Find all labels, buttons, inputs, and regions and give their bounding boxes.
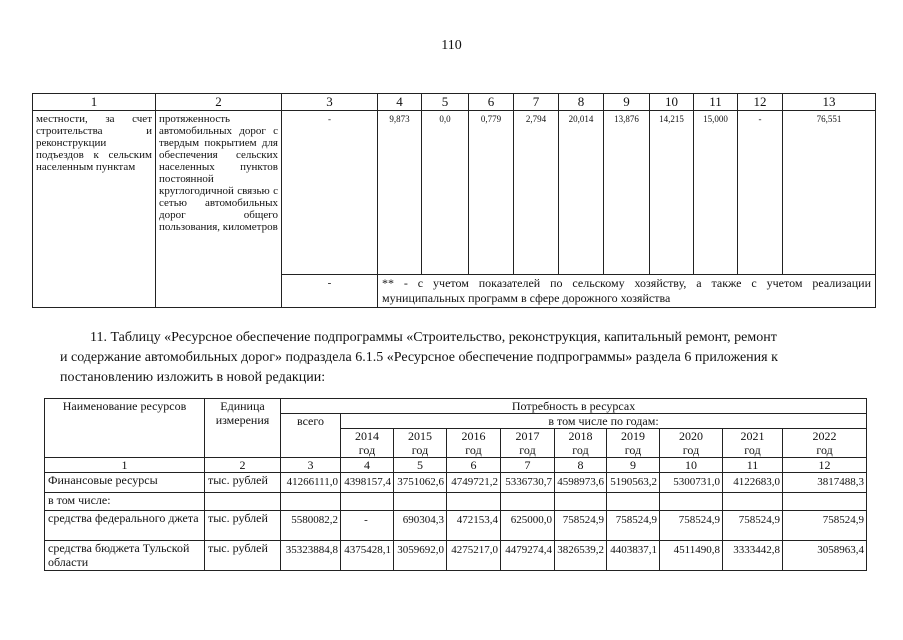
value-cell: 5336730,7 (501, 473, 555, 493)
indicator-table-header (33, 94, 876, 111)
value-cell: 3333442,8 (723, 541, 783, 571)
value-cell: 35323884,8 (281, 541, 341, 571)
value-cell: 4122683,0 (723, 473, 783, 493)
index-cell: 6 (447, 458, 501, 473)
resource-name: в том числе: (45, 493, 205, 511)
value-cell: - (282, 111, 378, 275)
index-cell: 3 (281, 458, 341, 473)
year-cell: 2016 год (447, 429, 501, 458)
value-cell: 625000,0 (501, 511, 555, 541)
value-cell: 4403837,1 (607, 541, 660, 571)
footnote: ** - с учетом показателей по сельскому хозяйству, а также с учетом реализации муниципальных программ в сфере дорожного хозяйства (378, 275, 876, 308)
year-cell: 2020 год (660, 429, 723, 458)
indicator-table (32, 93, 876, 308)
indicator-location: местности, за счет строительства и реконструкции подъездов к сельским населенным пунктам (33, 111, 156, 308)
header-cell: 2 (156, 94, 282, 111)
value-cell: 3058963,4 (783, 541, 867, 571)
value-cell: 4398157,4 (341, 473, 394, 493)
index-cell: 7 (501, 458, 555, 473)
header-cell: 6 (469, 94, 514, 111)
resource-unit: тыс. рублей (205, 511, 281, 541)
index-cell: 4 (341, 458, 394, 473)
value-cell: 76,551 (783, 111, 876, 275)
header-resources: Наименование ресурсов (45, 399, 205, 458)
instruction-paragraph (60, 328, 872, 388)
value-cell: 15,000 (694, 111, 738, 275)
header-cell: 4 (378, 94, 422, 111)
year-cell: 2019 год (607, 429, 660, 458)
indicator-row (33, 111, 876, 275)
header-total: всего (281, 414, 341, 458)
value-cell: 20,014 (559, 111, 604, 275)
index-cell: 8 (555, 458, 607, 473)
value-cell: 13,876 (604, 111, 650, 275)
year-cell: 2021 год (723, 429, 783, 458)
value-cell (555, 493, 607, 511)
header-need: Потребность в ресурсах (281, 399, 867, 414)
value-cell: 5580082,2 (281, 511, 341, 541)
paragraph-line: постановлению изложить в новой редакции: (60, 370, 326, 385)
index-cell: 11 (723, 458, 783, 473)
value-cell: 4275217,0 (447, 541, 501, 571)
resource-index-row (45, 458, 867, 473)
index-cell: 1 (45, 458, 205, 473)
value-cell: 0,779 (469, 111, 514, 275)
year-cell: 2022 год (783, 429, 867, 458)
header-cell: 5 (422, 94, 469, 111)
value-cell: 2,794 (514, 111, 559, 275)
header-cell: 12 (738, 94, 783, 111)
index-cell: 9 (607, 458, 660, 473)
header-by-years: в том числе по годам: (341, 414, 867, 429)
page-number: 110 (441, 38, 462, 53)
value-cell: 758524,9 (607, 511, 660, 541)
value-cell: 758524,9 (723, 511, 783, 541)
header-cell: 8 (559, 94, 604, 111)
table-row (45, 511, 867, 541)
value-cell: 690304,3 (394, 511, 447, 541)
paragraph-line: и содержание автомобильных дорог» подраздела 6.1.5 «Ресурсное обеспечение подпрограммы» раздела 6 приложения к (60, 350, 778, 365)
value-cell: 758524,9 (660, 511, 723, 541)
header-cell: 13 (783, 94, 876, 111)
header-cell: 10 (650, 94, 694, 111)
index-cell: 5 (394, 458, 447, 473)
value-cell: 0,0 (422, 111, 469, 275)
resource-unit: тыс. рублей (205, 541, 281, 571)
value-cell: 3751062,6 (394, 473, 447, 493)
value-cell (783, 493, 867, 511)
value-cell: 5190563,2 (607, 473, 660, 493)
value-cell (447, 493, 501, 511)
value-cell: 472153,4 (447, 511, 501, 541)
value-cell (660, 493, 723, 511)
value-cell: 4479274,4 (501, 541, 555, 571)
year-cell: 2015 год (394, 429, 447, 458)
value-cell: - (341, 511, 394, 541)
header-cell: 1 (33, 94, 156, 111)
value-cell (341, 493, 394, 511)
value-cell: - (738, 111, 783, 275)
header-cell: 3 (282, 94, 378, 111)
table-row (45, 493, 867, 511)
header-cell: 7 (514, 94, 559, 111)
value-cell: 4375428,1 (341, 541, 394, 571)
table-row (45, 541, 867, 571)
header-cell: 9 (604, 94, 650, 111)
table-row (45, 473, 867, 493)
resource-unit: тыс. рублей (205, 473, 281, 493)
resource-name: средства федерального джета (45, 511, 205, 541)
value-cell (607, 493, 660, 511)
resource-header-row-1 (45, 399, 867, 414)
header-cell: 11 (694, 94, 738, 111)
value-cell: 3059692,0 (394, 541, 447, 571)
value-cell: 758524,9 (555, 511, 607, 541)
value-cell: 4511490,8 (660, 541, 723, 571)
value-cell (501, 493, 555, 511)
index-cell: 12 (783, 458, 867, 473)
resource-table (44, 398, 867, 571)
value-cell: 3817488,3 (783, 473, 867, 493)
resource-name: Финансовые ресурсы (45, 473, 205, 493)
index-cell: 10 (660, 458, 723, 473)
value-cell: 41266111,0 (281, 473, 341, 493)
value-cell: 5300731,0 (660, 473, 723, 493)
value-cell: 14,215 (650, 111, 694, 275)
value-cell: 9,873 (378, 111, 422, 275)
note-dash: - (282, 275, 378, 308)
resource-name: средства бюджета Тульской области (45, 541, 205, 571)
value-cell: 758524,9 (783, 511, 867, 541)
paragraph-line: 11. Таблицу «Ресурсное обеспечение подпрограммы «Строительство, реконструкция, капитальный ремонт, ремонт (90, 330, 777, 345)
indicator-name: протяженность автомобильных дорог с твердым покрытием для обеспечения сельских населенных пунктов постоянной круглогодичной связью с сетью автомобильных дорог общего пользования, километров (156, 111, 282, 308)
value-cell: 4749721,2 (447, 473, 501, 493)
value-cell (723, 493, 783, 511)
resource-unit (205, 493, 281, 511)
header-unit: Единица измерения (205, 399, 281, 458)
value-cell (394, 493, 447, 511)
value-cell (281, 493, 341, 511)
value-cell: 4598973,6 (555, 473, 607, 493)
year-cell: 2017 год (501, 429, 555, 458)
year-cell: 2018 год (555, 429, 607, 458)
value-cell: 3826539,2 (555, 541, 607, 571)
index-cell: 2 (205, 458, 281, 473)
year-cell: 2014 год (341, 429, 394, 458)
